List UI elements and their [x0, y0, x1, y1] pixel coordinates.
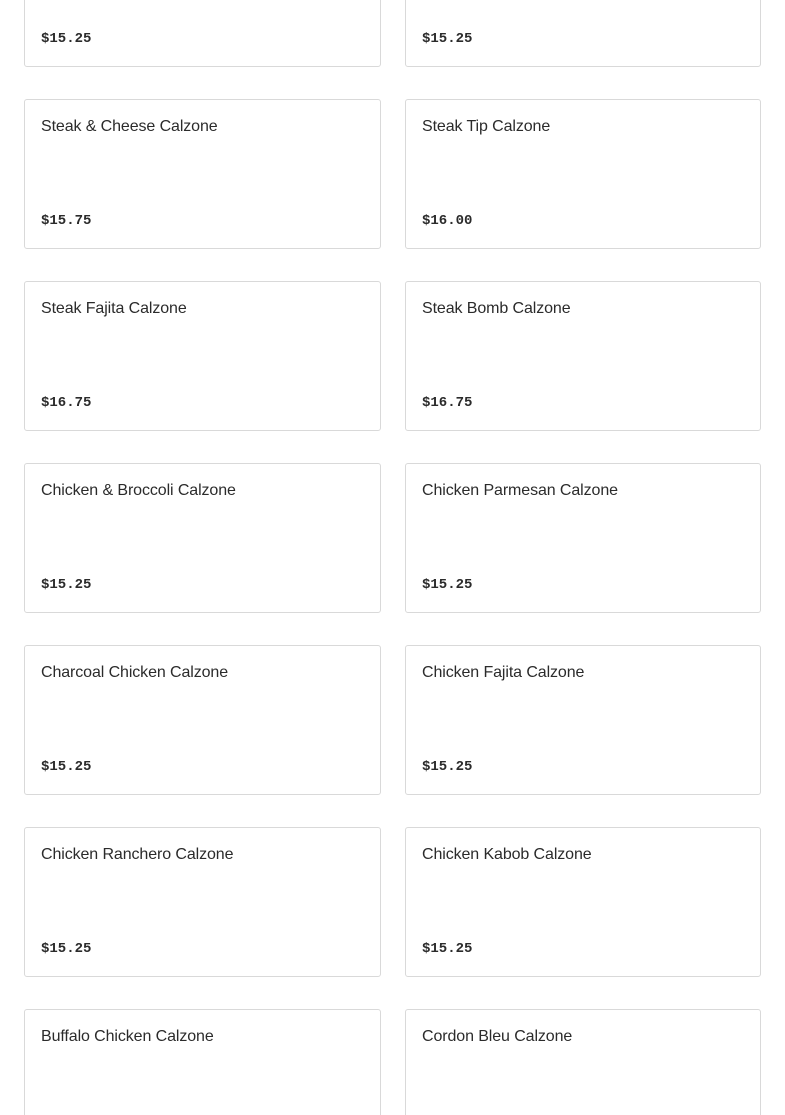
menu-item-price: $15.25	[41, 577, 92, 593]
menu-item-price: $15.25	[41, 759, 92, 775]
menu-item-card[interactable]	[24, 463, 381, 613]
menu-item-name: Chicken & Broccoli Calzone	[41, 482, 236, 499]
menu-item-price: $15.25	[41, 31, 92, 47]
menu-item-grid	[24, 0, 761, 1115]
menu-item-card[interactable]	[405, 463, 761, 613]
menu-item-name: Charcoal Chicken Calzone	[41, 664, 229, 681]
menu-item-card[interactable]	[24, 827, 381, 977]
menu-item-card[interactable]	[24, 1009, 381, 1115]
menu-item-price: $16.75	[41, 395, 92, 411]
menu-item-price: $15.25	[422, 577, 473, 593]
menu-item-name: Steak Tip Calzone	[422, 118, 551, 135]
menu-item-card[interactable]	[405, 645, 761, 795]
menu-item-card[interactable]	[405, 827, 761, 977]
menu-item-name: Chicken Ranchero Calzone	[41, 846, 234, 863]
menu-item-card[interactable]	[24, 645, 381, 795]
menu-item-price: $15.25	[422, 941, 473, 957]
menu-item-name: Chicken Kabob Calzone	[422, 846, 592, 863]
menu-item-price: $16.75	[422, 395, 473, 411]
menu-item-card[interactable]	[405, 99, 761, 249]
menu-item-name: Steak & Cheese Calzone	[41, 118, 218, 135]
menu-item-name: Buffalo Chicken Calzone	[41, 1028, 214, 1045]
menu-item-card[interactable]	[405, 1009, 761, 1115]
menu-item-card[interactable]	[24, 99, 381, 249]
menu-item-name: Steak Fajita Calzone	[41, 300, 187, 317]
menu-item-name: Chicken Fajita Calzone	[422, 664, 585, 681]
menu-item-card[interactable]	[24, 0, 381, 67]
menu-item-price: $15.75	[41, 213, 92, 229]
menu-item-card[interactable]	[405, 0, 761, 67]
menu-item-name: Cordon Bleu Calzone	[422, 1028, 573, 1045]
menu-item-price: $15.25	[41, 941, 92, 957]
menu-item-name: Steak Bomb Calzone	[422, 300, 571, 317]
menu-item-name: Chicken Parmesan Calzone	[422, 482, 618, 499]
menu-item-price: $16.00	[422, 213, 473, 229]
menu-item-card[interactable]	[405, 281, 761, 431]
menu-item-card[interactable]	[24, 281, 381, 431]
menu-item-price: $15.25	[422, 759, 473, 775]
menu-item-price: $15.25	[422, 31, 473, 47]
